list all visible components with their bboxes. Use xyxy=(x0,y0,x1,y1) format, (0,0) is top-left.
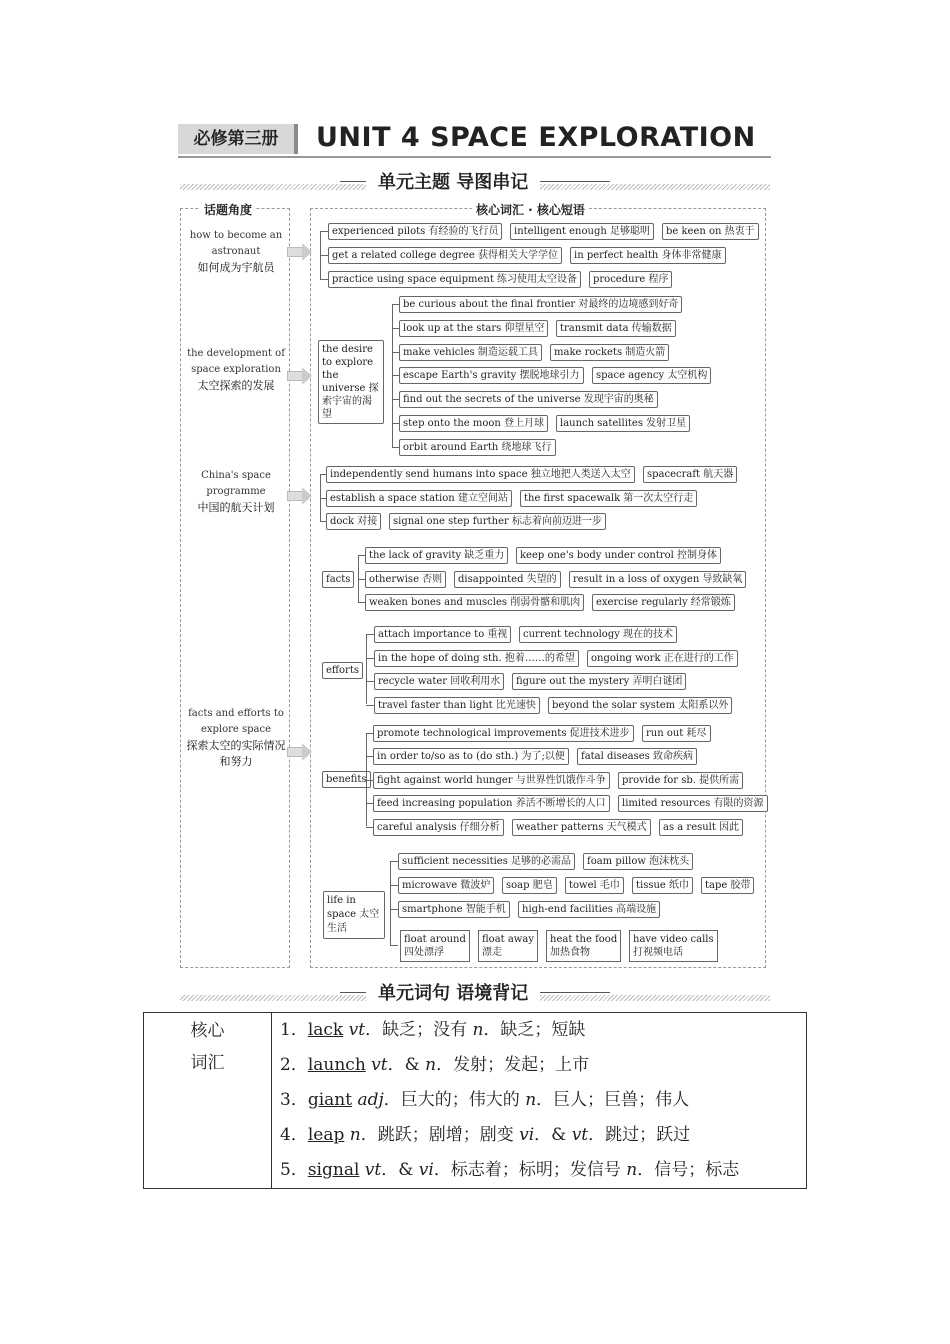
vocab-entry xyxy=(280,1083,798,1118)
efforts-box: recycle water 回收利用水 xyxy=(374,673,504,690)
efforts-box: attach importance to 重视 xyxy=(374,626,511,643)
topic-arrow xyxy=(287,371,303,381)
life-bottom-box: heat the food 加热食物 xyxy=(546,930,621,962)
topic-arrow xyxy=(287,747,303,757)
topic-item xyxy=(184,706,288,770)
entry-meaning: ．缺乏；没有 xyxy=(365,1020,473,1040)
topic-cn: 太空探索的发展 xyxy=(197,379,275,392)
vocab-panel-title: 核心词汇 · 核心短语 xyxy=(472,201,589,218)
benefits-box: fight against world hunger 与世界性饥饿作斗争 xyxy=(373,772,610,789)
efforts-box: figure out the mystery 弄明白谜团 xyxy=(512,673,686,690)
benefits-box: careful analysis 仔细分析 xyxy=(373,819,504,836)
topic-en: facts and efforts to explore space xyxy=(188,708,284,735)
vocab-table xyxy=(143,1012,807,1189)
life-box: microwave 微波炉 xyxy=(398,877,494,894)
topic-arrow xyxy=(287,247,303,257)
band1-title: 单元主题 导图串记 xyxy=(366,168,540,194)
china-box: spacecraft 航天器 xyxy=(643,466,737,483)
entry-word: lack xyxy=(307,1020,344,1040)
entry-meaning: ．发射；发起；上市 xyxy=(436,1055,590,1075)
branch-tick xyxy=(366,681,374,682)
life-box: sufficient necessities 足够的必需品 xyxy=(398,853,575,870)
life-box: tissue 纸巾 xyxy=(632,877,693,894)
benefits-box: run out 耗尽 xyxy=(642,725,711,742)
entry-meaning: ．信号；标志 xyxy=(637,1160,740,1180)
desire-box: space agency 太空机构 xyxy=(592,367,711,384)
entry-pos: n xyxy=(525,1090,537,1110)
entry-pos: n xyxy=(344,1125,361,1145)
branch-tick xyxy=(390,885,398,886)
entry-number: 2． xyxy=(280,1055,308,1075)
facts-label: facts xyxy=(322,571,354,588)
vocab-entry xyxy=(280,1118,798,1153)
entry-pos: n xyxy=(620,1160,638,1180)
band2-title: 单元词句 语境背记 xyxy=(366,979,540,1005)
topic-arrow-head xyxy=(302,367,312,385)
life-bottom-box: float away 漂走 xyxy=(478,930,538,962)
branch-tick xyxy=(390,909,398,910)
efforts-box: travel faster than light 比光速快 xyxy=(374,697,540,714)
branch-tick xyxy=(320,279,328,280)
facts-box: weaken bones and muscles 削弱骨骼和肌肉 xyxy=(365,594,584,611)
desire-box: find out the secrets of the universe 发现宇宙的奥秘 xyxy=(399,391,658,408)
entry-pos: adj xyxy=(352,1090,384,1110)
desire-box: launch satellites 发射卫星 xyxy=(556,415,690,432)
branch-tick xyxy=(390,861,398,862)
entry-meaning: ．跳跃；剧增；剧变 xyxy=(360,1125,520,1145)
benefits-box: provide for sb. 提供所需 xyxy=(618,772,743,789)
facts-box: the lack of gravity 缺乏重力 xyxy=(365,547,508,564)
china-box: establish a space station 建立空间站 xyxy=(326,490,512,507)
desire-box: look up at the stars 仰望星空 xyxy=(399,320,548,337)
desire-box: orbit around Earth 绕地球飞行 xyxy=(399,439,556,456)
entry-meaning: ．跳过；跃过 xyxy=(588,1125,691,1145)
topic-panel xyxy=(180,208,290,968)
entry-meaning: ．巨大的；伟大的 xyxy=(383,1090,526,1110)
astronaut-box: experienced pilots 有经验的飞行员 xyxy=(328,223,502,240)
benefits-box: feed increasing population 养活不断增长的人口 xyxy=(373,795,610,812)
topic-item xyxy=(184,228,288,276)
entry-word: signal xyxy=(307,1160,360,1180)
efforts-box: in the hope of doing sth. 抱着……的希望 xyxy=(374,650,579,667)
entry-pos: vt xyxy=(359,1160,382,1180)
desire-box: make vehicles 制造运载工具 xyxy=(399,344,542,361)
astronaut-box: get a related college degree 获得相关大学学位 xyxy=(328,247,562,264)
life-box: high-end facilities 高端设施 xyxy=(518,901,660,918)
branch-tick xyxy=(366,658,374,659)
desire-box: transmit data 传输数据 xyxy=(556,320,676,337)
topic-item xyxy=(184,346,288,394)
vocab-entry xyxy=(280,1013,798,1048)
unit-title: UNIT 4 SPACE EXPLORATION xyxy=(316,122,756,153)
entry-word: leap xyxy=(307,1125,345,1145)
facts-box: exercise regularly 经常锻炼 xyxy=(592,594,735,611)
branch-tick xyxy=(320,231,328,232)
entry-pos: vt xyxy=(365,1055,388,1075)
life-bottom-box: float around 四处漂浮 xyxy=(400,930,470,962)
china-box: signal one step further 标志着向前迈进一步 xyxy=(389,513,606,530)
entry-pos: vi xyxy=(418,1160,434,1180)
benefits-box: limited resources 有限的资源 xyxy=(618,795,768,812)
life-box: foam pillow 泡沫枕头 xyxy=(583,853,693,870)
topic-arrow-head xyxy=(302,743,312,761)
topic-item xyxy=(184,468,288,516)
branch-line xyxy=(390,861,391,945)
entry-pos: n xyxy=(425,1055,437,1075)
entry-meaning: ．缺乏；短缺 xyxy=(483,1020,586,1040)
branch-tick xyxy=(366,705,374,706)
astronaut-box: in perfect health 身体非常健康 xyxy=(570,247,726,264)
desire-label: the desire to explore the universe 探索宇宙的渴望 xyxy=(318,340,384,424)
astronaut-box: be keen on 热衷于 xyxy=(662,223,759,240)
entry-pos: n xyxy=(472,1020,484,1040)
life-label: life in space 太空生活 xyxy=(323,891,385,939)
branch-tick xyxy=(320,255,328,256)
facts-box: otherwise 否则 xyxy=(365,571,446,588)
astronaut-box: intelligent enough 足够聪明 xyxy=(510,223,654,240)
china-box: independently send humans into space 独立地把人类送入太空 xyxy=(326,466,635,483)
vocab-category: 核心词汇 xyxy=(144,1013,272,1189)
topic-en: the development of space exploration xyxy=(187,348,285,375)
china-box: dock 对接 xyxy=(326,513,381,530)
entry-pos: vt xyxy=(571,1125,589,1145)
topic-cn: 如何成为宇航员 xyxy=(197,261,275,274)
vocab-entry xyxy=(280,1153,798,1188)
vocab-entries xyxy=(272,1013,807,1189)
china-box: the first spacewalk 第一次太空行走 xyxy=(520,490,697,507)
topic-cn: 探索太空的实际情况和努力 xyxy=(186,739,286,768)
branch-line xyxy=(366,634,367,704)
efforts-box: beyond the solar system 太阳系以外 xyxy=(548,697,732,714)
entry-word: giant xyxy=(307,1090,353,1110)
benefits-box: as a result 因此 xyxy=(659,819,743,836)
desire-box: step onto the moon 登上月球 xyxy=(399,415,548,432)
vocab-entry xyxy=(280,1048,798,1083)
topic-arrow xyxy=(287,491,303,501)
topic-en: how to become an astronaut xyxy=(189,230,283,257)
topic-arrow-head xyxy=(302,487,312,505)
topic-cn: 中国的航天计划 xyxy=(197,501,275,514)
branch-tick xyxy=(366,634,374,635)
life-box: soap 肥皂 xyxy=(502,877,557,894)
entry-number: 3． xyxy=(280,1090,308,1110)
benefits-box: weather patterns 天气模式 xyxy=(512,819,651,836)
benefits-box: fatal diseases 致命疾病 xyxy=(577,748,697,765)
desire-box: be curious about the final frontier 对最终的边境感到好奇 xyxy=(399,296,682,313)
astronaut-box: procedure 程序 xyxy=(589,271,672,288)
topic-panel-title: 话题角度 xyxy=(200,201,256,218)
efforts-box: current technology 现在的技术 xyxy=(519,626,677,643)
efforts-box: ongoing work 正在进行的工作 xyxy=(587,650,738,667)
life-box: smartphone 智能手机 xyxy=(398,901,510,918)
benefits-box: in order to/so as to (do sth.) 为了;以便 xyxy=(373,748,569,765)
efforts-label: efforts xyxy=(322,662,363,679)
branch-tick xyxy=(390,945,398,946)
facts-box: disappointed 失望的 xyxy=(454,571,561,588)
entry-pos: vi xyxy=(519,1125,535,1145)
desire-box: escape Earth's gravity 摆脱地球引力 xyxy=(399,367,584,384)
book-tag: 必修第三册 xyxy=(178,124,298,154)
facts-box: keep one's body under control 控制身体 xyxy=(516,547,721,564)
title-divider xyxy=(178,156,771,158)
entry-number: 1． xyxy=(280,1020,308,1040)
entry-number: 5． xyxy=(280,1160,308,1180)
facts-box: result in a loss of oxygen 导致缺氧 xyxy=(569,571,746,588)
benefits-box: promote technological improvements 促进技术进步 xyxy=(373,725,634,742)
entry-meaning: ．& xyxy=(534,1125,572,1145)
entry-number: 4． xyxy=(280,1125,308,1145)
entry-meaning: ．巨人；巨兽；伟人 xyxy=(536,1090,690,1110)
entry-meaning: ．标志着；标明；发信号 xyxy=(433,1160,621,1180)
desire-box: make rockets 制造火箭 xyxy=(550,344,669,361)
topic-en: China's space programme xyxy=(201,470,271,497)
entry-pos: vt xyxy=(343,1020,366,1040)
entry-word: launch xyxy=(307,1055,366,1075)
benefits-label: benefits xyxy=(322,771,371,788)
life-bottom-box: have video calls 打视频电话 xyxy=(629,930,718,962)
entry-meaning: ．& xyxy=(387,1055,426,1075)
life-box: tape 胶带 xyxy=(701,877,754,894)
entry-meaning: ．& xyxy=(381,1160,419,1180)
topic-arrow-head xyxy=(302,243,312,261)
life-box: towel 毛巾 xyxy=(565,877,624,894)
astronaut-box: practice using space equipment 练习使用太空设备 xyxy=(328,271,581,288)
